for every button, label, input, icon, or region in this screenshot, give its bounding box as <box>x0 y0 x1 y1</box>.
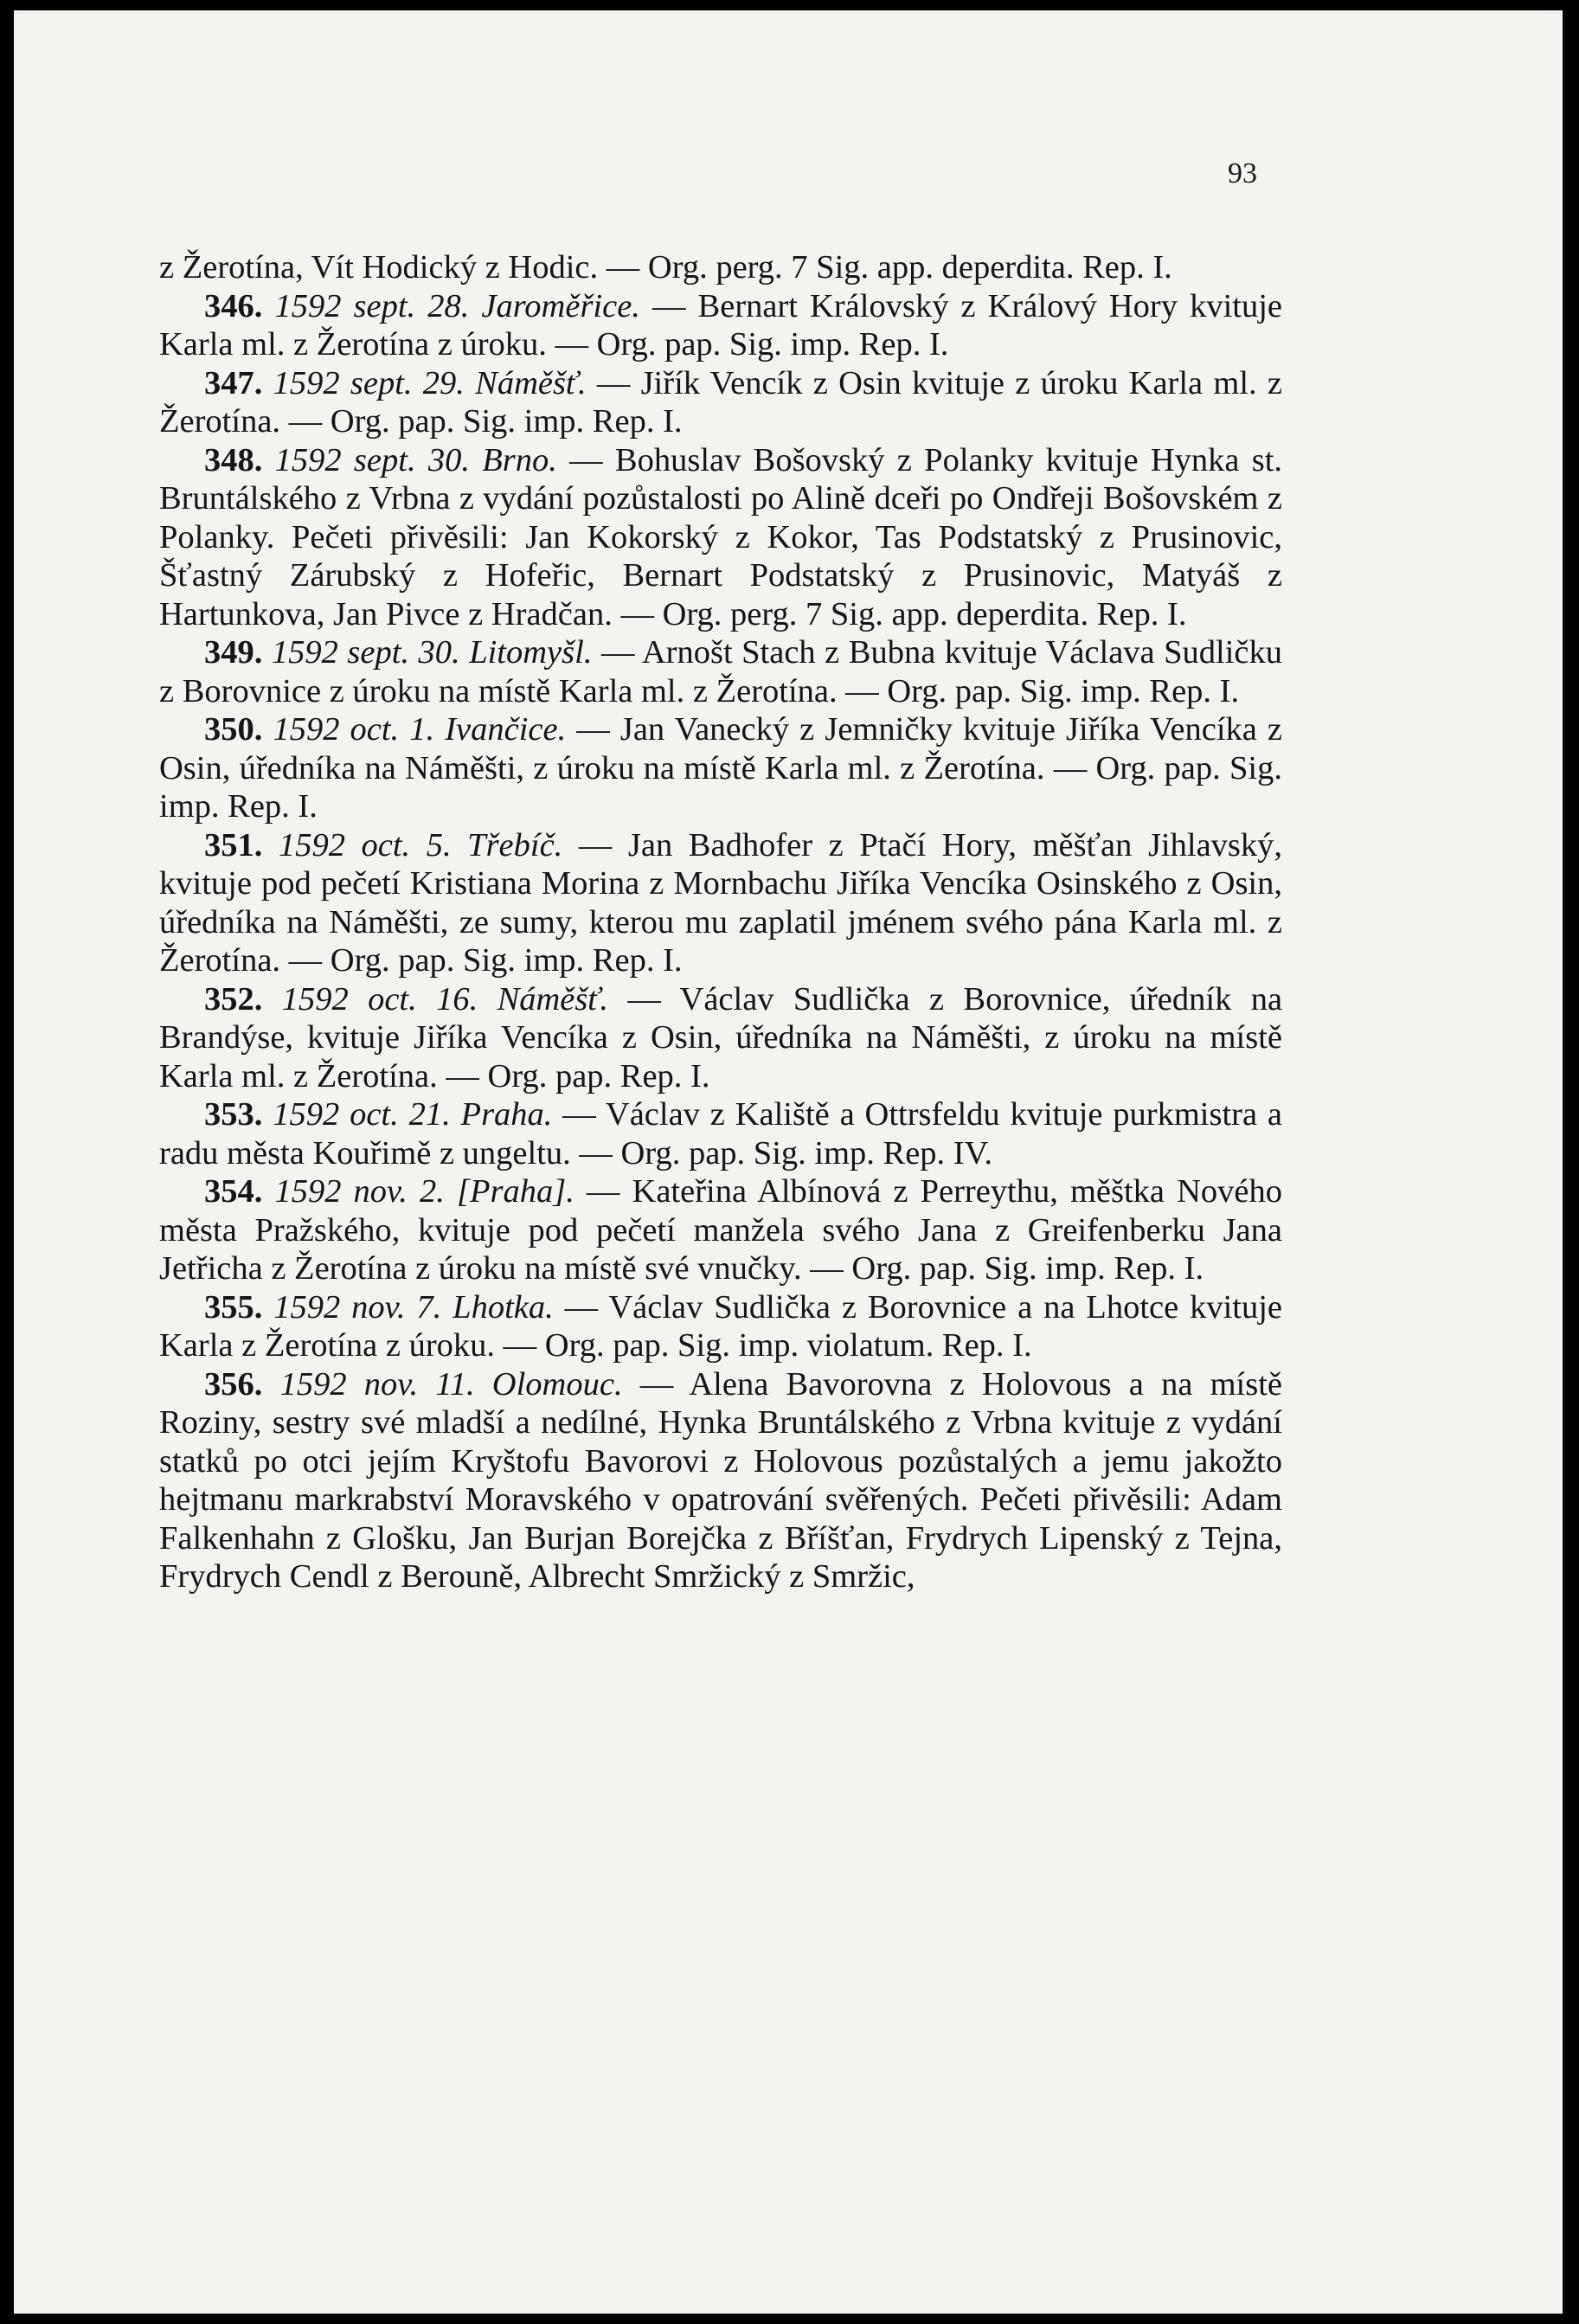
entry-354 <box>159 1172 1282 1288</box>
entry-date: 1592 sept. 28. <box>274 287 470 324</box>
entry-place: Praha. <box>460 1096 553 1133</box>
entry-place: Litomyšl. <box>469 634 593 671</box>
entry-place: Lhotka. <box>453 1288 554 1326</box>
entry-date: 1592 oct. 16. <box>281 980 478 1018</box>
entry-date: 1592 oct. 21. <box>273 1096 451 1133</box>
entry-date: 1592 oct. 1. <box>273 711 435 748</box>
entry-date: 1592 oct. 5. <box>278 826 452 863</box>
document-page <box>14 10 1563 2314</box>
continuation-paragraph: z Žerotína, Vít Hodický z Hodic. — Org. perg. 7 Sig. app. deperdita. Rep. I. <box>159 249 1172 286</box>
page-number: 93 <box>1228 157 1257 189</box>
entry-number: 346. <box>204 287 263 324</box>
entry-date: 1592 sept. 30. <box>274 441 470 478</box>
entry-place: Náměšť. <box>475 364 587 401</box>
entry-number: 354. <box>204 1173 263 1210</box>
entry-date: 1592 nov. 2. <box>274 1173 445 1210</box>
entry-number: 353. <box>204 1096 263 1133</box>
entry-347 <box>159 364 1282 441</box>
entry-place: Náměšť. <box>497 980 609 1018</box>
entry-355 <box>159 1288 1282 1365</box>
entry-text: — Václav Sudlička z Borovnice a na Lhotce kvituje Karla z Žerotína z úroku. — Org. pap. Sig. imp. violatum. Rep. I. <box>159 1288 1283 1364</box>
entry-number: 356. <box>204 1365 263 1403</box>
entry-number: 355. <box>204 1288 263 1326</box>
entry-351 <box>159 826 1282 980</box>
entry-text: — Arnošt Stach z Bubna kvituje Václava Sudličku z Borovnice z úroku na místě Karla ml. z Žerotína. — Org. pap. Sig. imp. Rep. I. <box>159 634 1283 709</box>
entry-date: 1592 nov. 11. <box>279 1365 475 1403</box>
entry-date: 1592 sept. 29. <box>273 364 465 401</box>
entry-place: Olomouc. <box>491 1365 623 1403</box>
entry-350 <box>159 710 1282 826</box>
entry-place: [Praha]. <box>456 1173 574 1210</box>
entry-place: Ivančice. <box>445 711 567 748</box>
body-text <box>159 248 1282 1596</box>
entry-text: — Jiřík Vencík z Osin kvituje z úroku Karla ml. z Žerotína. — Org. pap. Sig. imp. Rep. I. <box>159 364 1282 440</box>
entry-number: 349. <box>204 634 263 671</box>
entry-text: — Václav Sudlička z Borovnice, úředník na Brandýse, kvituje Jiříka Vencíka z Osin, úředníka na Náměšti, z úroku na místě Karla ml. z Žerotína. — Org. pap. Rep. I. <box>159 980 1283 1095</box>
entry-number: 347. <box>204 364 263 401</box>
entry-text: — Kateřina Albínová z Perreythu, měštka Nového města Pražského, kvituje pod pečetí manžela svého Jana z Greifenberku Jana Jetřicha z Žerotína z úroku na místě své vnučky. — Org. pap. Sig. imp. Rep. I. <box>159 1173 1283 1287</box>
entry-number: 350. <box>204 711 263 748</box>
entry-number: 348. <box>204 441 263 478</box>
entry-346 <box>159 287 1282 364</box>
entry-text: — Jan Badhofer z Ptačí Hory, měšťan Jihlavský, kvituje pod pečetí Kristiana Morina z Mornbachu Jiříka Vencíka Osinského z Osin, úředníka na Náměšti, ze sumy, kterou mu zaplatil jménem svého pána Karla ml. z Žerotína. — Org. pap. Sig. imp. Rep. I. <box>159 826 1283 979</box>
entry-text: — Václav z Kaliště a Ottrsfeldu kvituje purkmistra a radu města Kouřimě z ungeltu. — Org. pap. Sig. imp. Rep. IV. <box>159 1096 1282 1172</box>
entry-number: 351. <box>204 826 263 863</box>
entry-place: Brno. <box>482 441 557 478</box>
entry-356 <box>159 1365 1282 1596</box>
entry-place: Třebíč. <box>467 826 563 863</box>
entry-text: — Jan Vanecký z Jemničky kvituje Jiříka Vencíka z Osin, úředníka na Náměšti, z úroku na místě Karla ml. z Žerotína. — Org. pap. Sig. imp. Rep. I. <box>159 711 1283 825</box>
entry-348 <box>159 441 1282 634</box>
entry-349 <box>159 633 1282 710</box>
entry-number: 352. <box>204 980 263 1018</box>
entry-date: 1592 sept. 30. <box>271 634 460 671</box>
entry-353 <box>159 1095 1282 1172</box>
entry-place: Jaroměřice. <box>481 287 640 324</box>
entry-text: — Bohuslav Bošovský z Polanky kvituje Hynka st. Bruntálského z Vrbna z vydání pozůstalosti po Alině dceři po Ondřeji Bošovském z Polanky. Pečeti přivěsili: Jan Kokorský z Kokor, Tas Podstatský z Prusinovic, Šťastný Zárubský z Hofeřic, Bernart Podstatský z Prusinovic, Matyáš z Hartunkova, Jan Pivce z Hradčan. — Org. perg. 7 Sig. app. deperdita. Rep. I. <box>159 441 1283 632</box>
entry-text: — Alena Bavorovna z Holovous a na místě Roziny, sestry své mladší a nedílné, Hynka Bruntálského z Vrbna kvituje z vydání statků po otci jejím Kryštofu Bavorovi z Holovous pozůstalých a jemu jakožto hejtmanu markrabství Moravského v opatrování svěřených. Pečeti přivěsili: Adam Falkenhahn z Glošku, Jan Burjan Borejčka z Bříšťan, Frydrych Lipenský z Tejna, Frydrych Cendl z Berouně, Albrecht Smržický z Smržic, <box>159 1365 1283 1595</box>
entry-352 <box>159 980 1282 1096</box>
entry-date: 1592 nov. 7. <box>273 1288 442 1326</box>
entry-text: — Bernart Královský z Králový Hory kvituje Karla ml. z Žerotína z úroku. — Org. pap. Sig. imp. Rep. I. <box>159 287 1282 363</box>
